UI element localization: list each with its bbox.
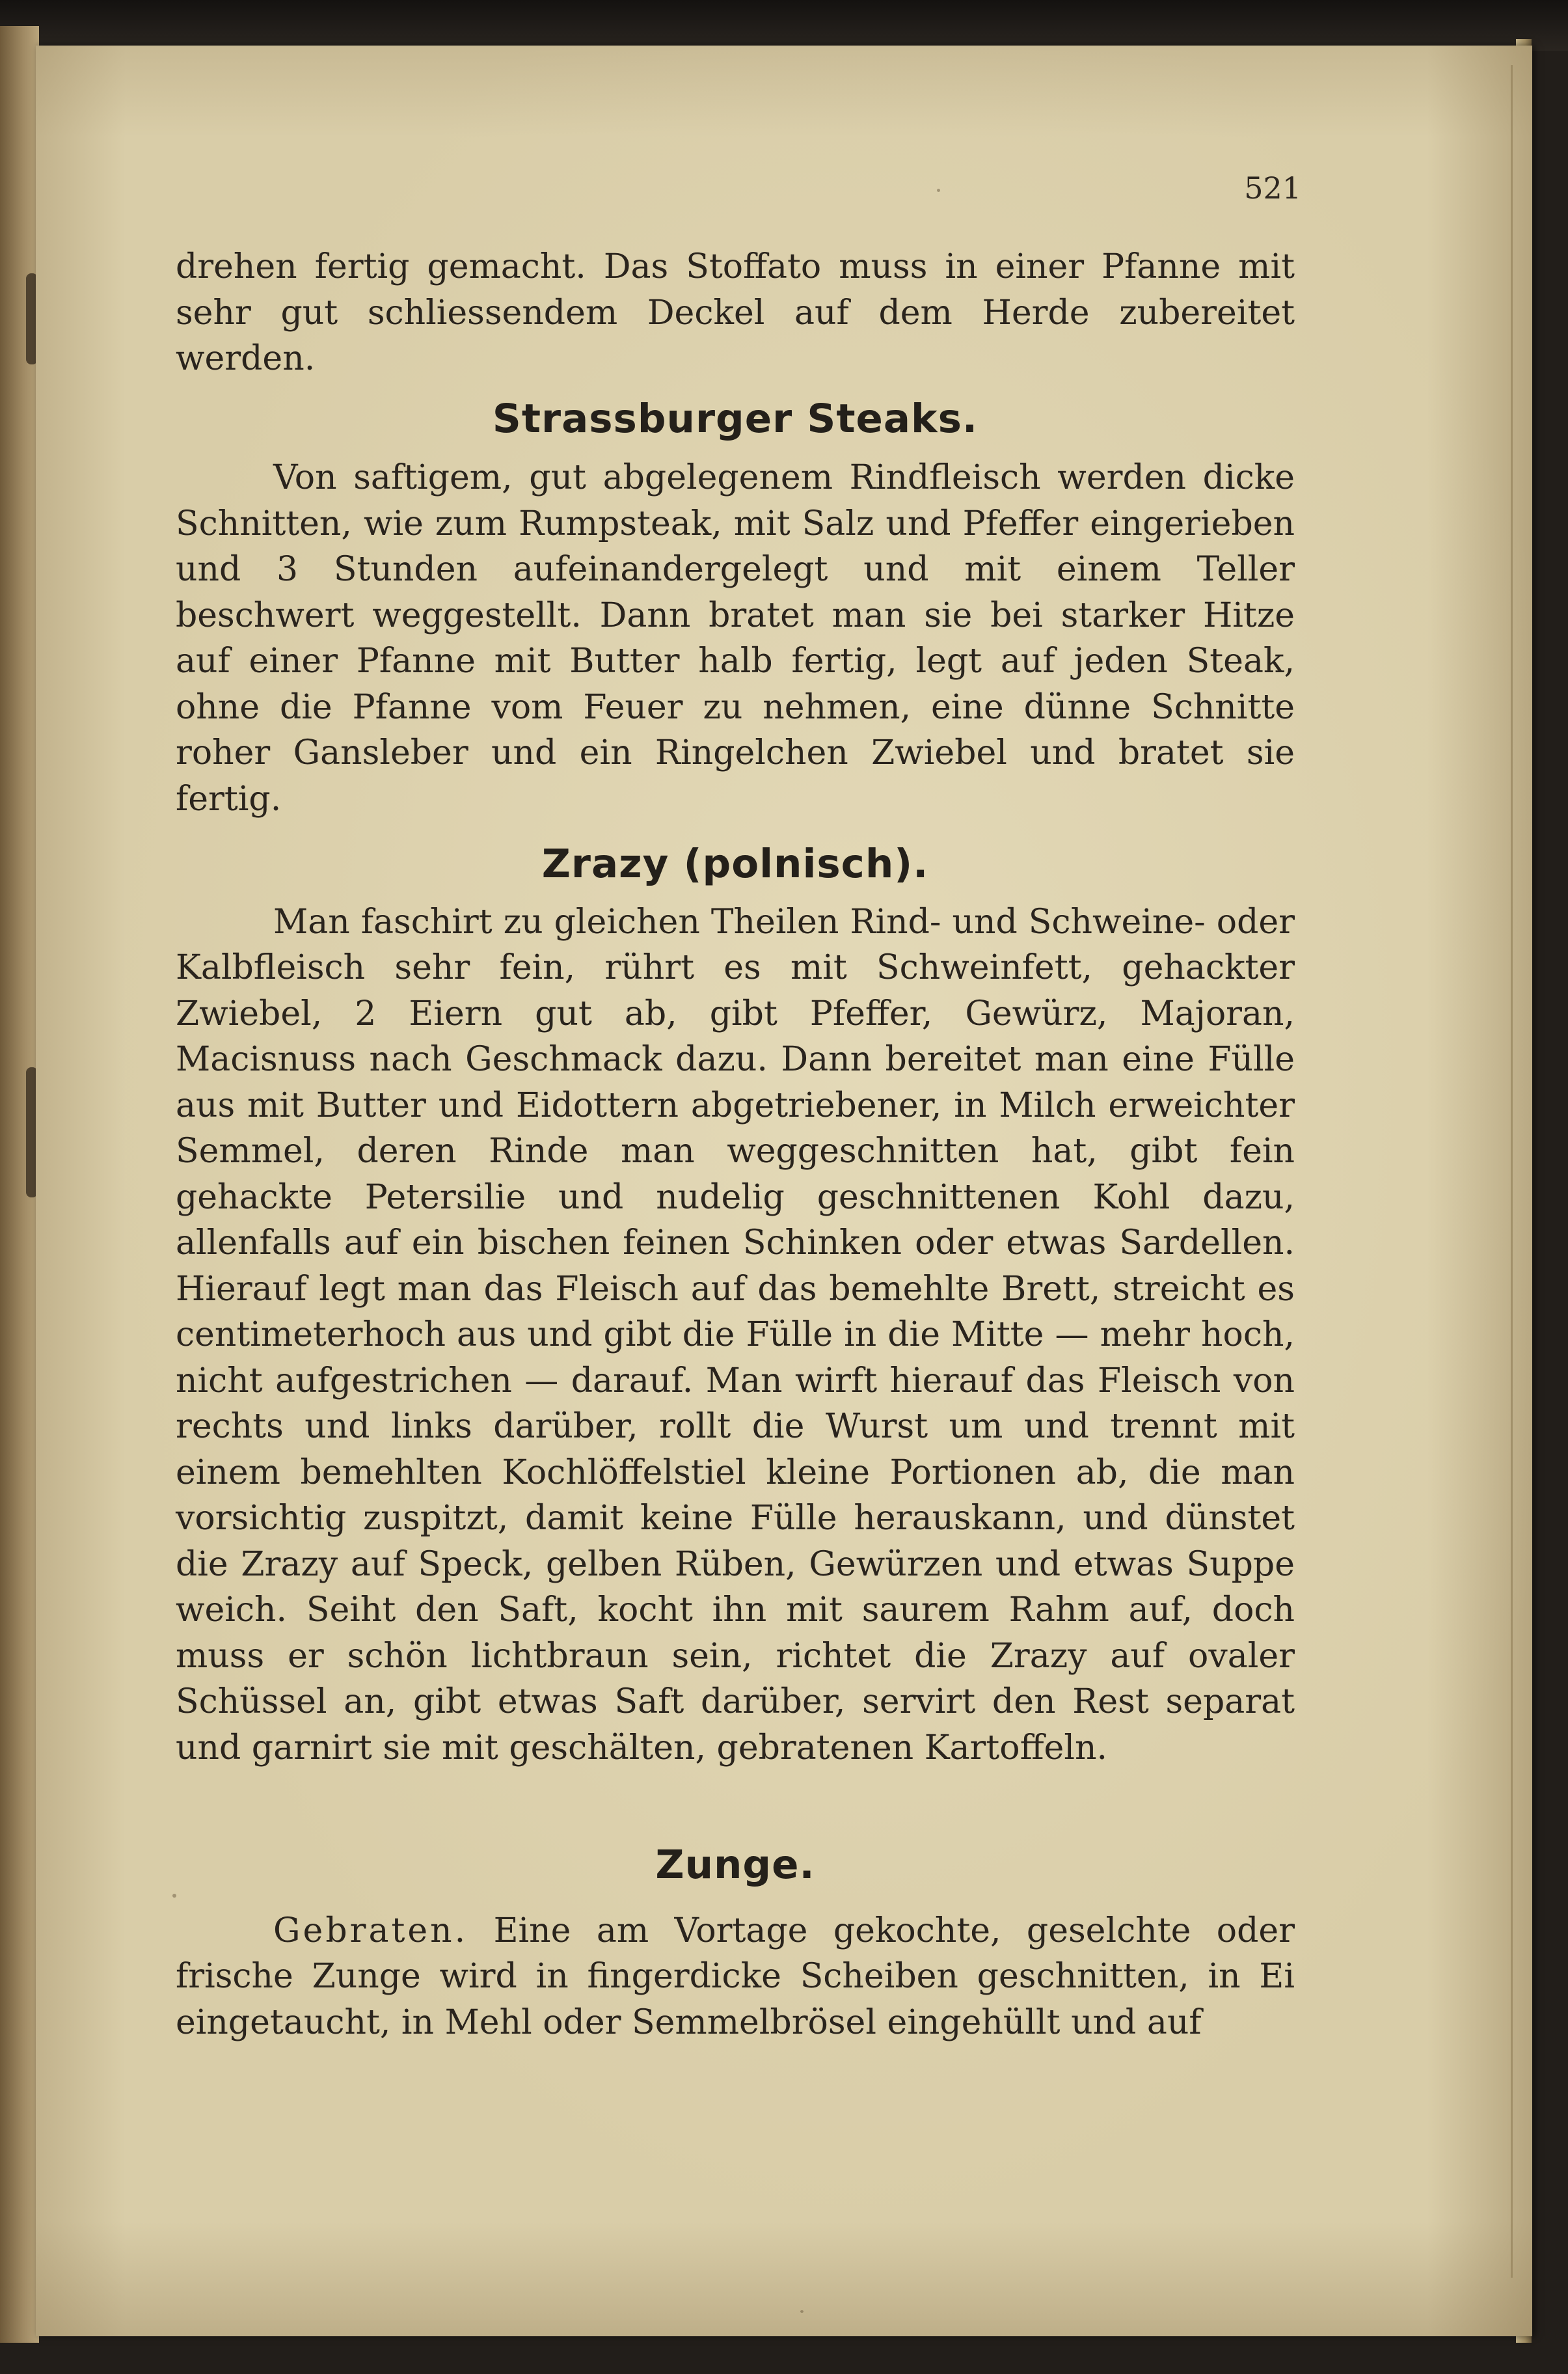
paper-fleck xyxy=(937,189,940,192)
subheading-gebraten: Gebraten. xyxy=(273,1911,468,1950)
paragraph-zrazy: Man faschirt zu gleichen Theilen Rind- und Schweine- oder Kalbfleisch sehr fein, rührt es mit Schweinfett, gehackter Zwiebel, 2 Eiern gut ab, gibt Pfeffer, Gewürz, Majoran, Macisnuss nach Geschmack dazu. Dann bereitet man eine Fülle aus mit Butter und Eidottern abgetriebener, in Milch erweichter Semmel, deren Rinde man weggeschnitten hat, gibt fein gehackte Petersilie und nudelig geschnittenen Kohl dazu, allenfalls auf ein bischen feinen Schinken oder etwas Sardellen. Hierauf legt man das Fleisch auf das bemehlte Brett, streicht es centimeterhoch aus und gibt die Fülle in die Mitte — mehr hoch, nicht aufgestrichen — darauf. Man wirft hierauf das Fleisch von rechts und links darüber, rollt die Wurst um und trennt mit einem bemehlten Kochlöffelstiel kleine Portionen ab, die man vorsichtig zuspitzt, damit keine Fülle herauskann, und dünstet die Zrazy auf Speck, gelben Rüben, Gewürzen und etwas Suppe weich. Seiht den Saft, kocht ihn mit saurem Rahm auf, doch muss er schön lichtbraun sein, richtet die Zrazy auf ovaler Schüssel an, gibt etwas Saft darüber, servirt den Rest separat und garnirt sie mit geschälten, gebratenen Kartoffeln. xyxy=(176,902,1295,1767)
paragraph-strassburger-steaks: Von saftigem, gut abgelegenem Rindfleisch werden dicke Schnitten, wie zum Rumpsteak, mit Salz und Pfeffer eingerieben und 3 Stunden aufeinandergelegt und mit einem Teller beschwert weggestellt. Dann bratet man sie bei starker Hitze auf einer Pfanne mit Butter halb fertig, legt auf jeden Steak, ohne die Pfanne vom Feuer zu nehmen, eine dünne Schnitte roher Gansleber und ein Ringelchen Zwiebel und bratet sie fertig. xyxy=(176,458,1295,819)
paragraph-zunge-text: Eine am Vortage gekochte, geselchte oder frische Zunge wird in fingerdicke Scheiben geschnitten, in Ei eingetaucht, in Mehl oder Semmelbrösel eingehüllt und auf xyxy=(176,1911,1295,2042)
paper-fleck xyxy=(800,2310,804,2313)
paragraph-zunge xyxy=(176,1908,1295,2046)
page-edge-line xyxy=(1511,65,1513,2278)
scan-top-band xyxy=(0,0,1568,51)
heading-strassburger-steaks: Strassburger Steaks. xyxy=(492,395,979,442)
heading-zunge: Zunge. xyxy=(655,1842,815,1888)
page-content xyxy=(176,244,1295,2045)
intro-paragraph: drehen fertig gemacht. Das Stoffato muss in einer Pfanne mit sehr gut schliessendem Deckel auf dem Herde zubereitet werden. xyxy=(176,247,1295,378)
heading-zrazy: Zrazy (polnisch). xyxy=(541,841,929,887)
page-number: 521 xyxy=(1244,171,1301,206)
